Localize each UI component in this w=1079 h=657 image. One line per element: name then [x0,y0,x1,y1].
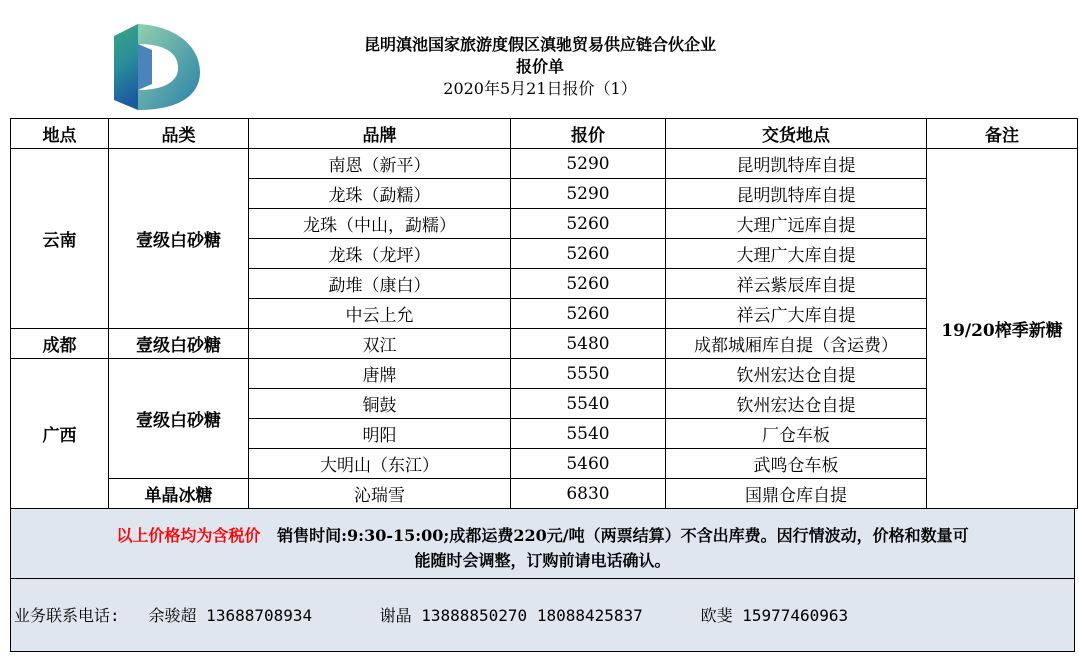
category-cell: 单晶冰糖 [109,479,249,509]
col-header-brand: 品牌 [249,119,511,149]
delivery-cell: 钦州宏达仓自提 [666,359,927,389]
price-cell: 5260 [511,209,666,239]
tax-included-highlight: 以上价格均为含税价 [116,526,261,545]
table-row [11,329,1078,359]
delivery-cell: 厂仓车板 [666,419,927,449]
delivery-cell: 祥云紫辰库自提 [666,269,927,299]
col-header-category: 品类 [109,119,249,149]
price-cell: 5540 [511,389,666,419]
price-cell: 5260 [511,299,666,329]
table-row [11,359,1078,389]
contact-label: 业务联系电话: [14,606,120,625]
note-text-line1: 销售时间:9:30-15:00;成都运费220元/吨（两票结算）不含出库费。因行情波动，价格和数量可 [277,526,969,545]
delivery-cell: 武鸣仓车板 [666,449,927,479]
delivery-cell: 国鼎仓库自提 [666,479,927,509]
document-title-block [230,34,850,100]
brand-cell: 大明山（东江） [249,449,511,479]
delivery-cell: 大理广远库自提 [666,209,927,239]
contact-person-3: 欧斐 15977460963 [700,606,849,625]
document-title: 报价单 [515,57,564,76]
brand-cell: 龙珠（中山，勐糯） [249,209,511,239]
quote-date: 2020年5月21日报价（1） [443,79,637,98]
note-text-line2: 能随时会调整，订购前请电话确认。 [414,551,671,570]
delivery-cell: 大理广大库自提 [666,239,927,269]
price-cell: 5290 [511,149,666,179]
price-cell: 6830 [511,479,666,509]
col-header-remark: 备注 [927,119,1078,149]
brand-cell: 沁瑞雪 [249,479,511,509]
delivery-cell: 昆明凯特库自提 [666,149,927,179]
contact-bar [10,579,1075,652]
price-cell: 5460 [511,449,666,479]
quote-table [10,118,1078,509]
price-note [10,508,1075,579]
delivery-cell: 祥云广大库自提 [666,299,927,329]
category-cell: 壹级白砂糖 [109,329,249,359]
price-cell: 5480 [511,329,666,359]
brand-cell: 龙珠（龙坪） [249,239,511,269]
brand-cell: 唐牌 [249,359,511,389]
region-cell: 广西 [11,359,109,509]
delivery-cell: 成都城厢库自提（含运费） [666,329,927,359]
category-cell: 壹级白砂糖 [109,359,249,479]
region-cell: 云南 [11,149,109,329]
price-cell: 5290 [511,179,666,209]
d-letter-logo-icon [108,18,204,114]
brand-cell: 南恩（新平） [249,149,511,179]
col-header-delivery: 交货地点 [666,119,927,149]
price-cell: 5540 [511,419,666,449]
brand-cell: 中云上允 [249,299,511,329]
table-header-row [11,119,1078,149]
price-cell: 5260 [511,269,666,299]
remark-cell: 19/20榨季新糖 [927,149,1078,509]
contact-person-1: 余骏超 13688708934 [148,606,313,625]
brand-cell: 勐堆（康白） [249,269,511,299]
price-cell: 5260 [511,239,666,269]
col-header-location: 地点 [11,119,109,149]
delivery-cell: 钦州宏达仓自提 [666,389,927,419]
brand-cell: 明阳 [249,419,511,449]
table-row [11,479,1078,509]
brand-cell: 双江 [249,329,511,359]
brand-cell: 龙珠（勐糯） [249,179,511,209]
table-row [11,149,1078,179]
region-cell: 成都 [11,329,109,359]
brand-cell: 铜鼓 [249,389,511,419]
col-header-price: 报价 [511,119,666,149]
price-cell: 5550 [511,359,666,389]
contact-person-2: 谢晶 13888850270 18088425837 [379,606,643,625]
category-cell: 壹级白砂糖 [109,149,249,329]
delivery-cell: 昆明凯特库自提 [666,179,927,209]
company-name: 昆明滇池国家旅游度假区滇驰贸易供应链合伙企业 [363,35,716,54]
